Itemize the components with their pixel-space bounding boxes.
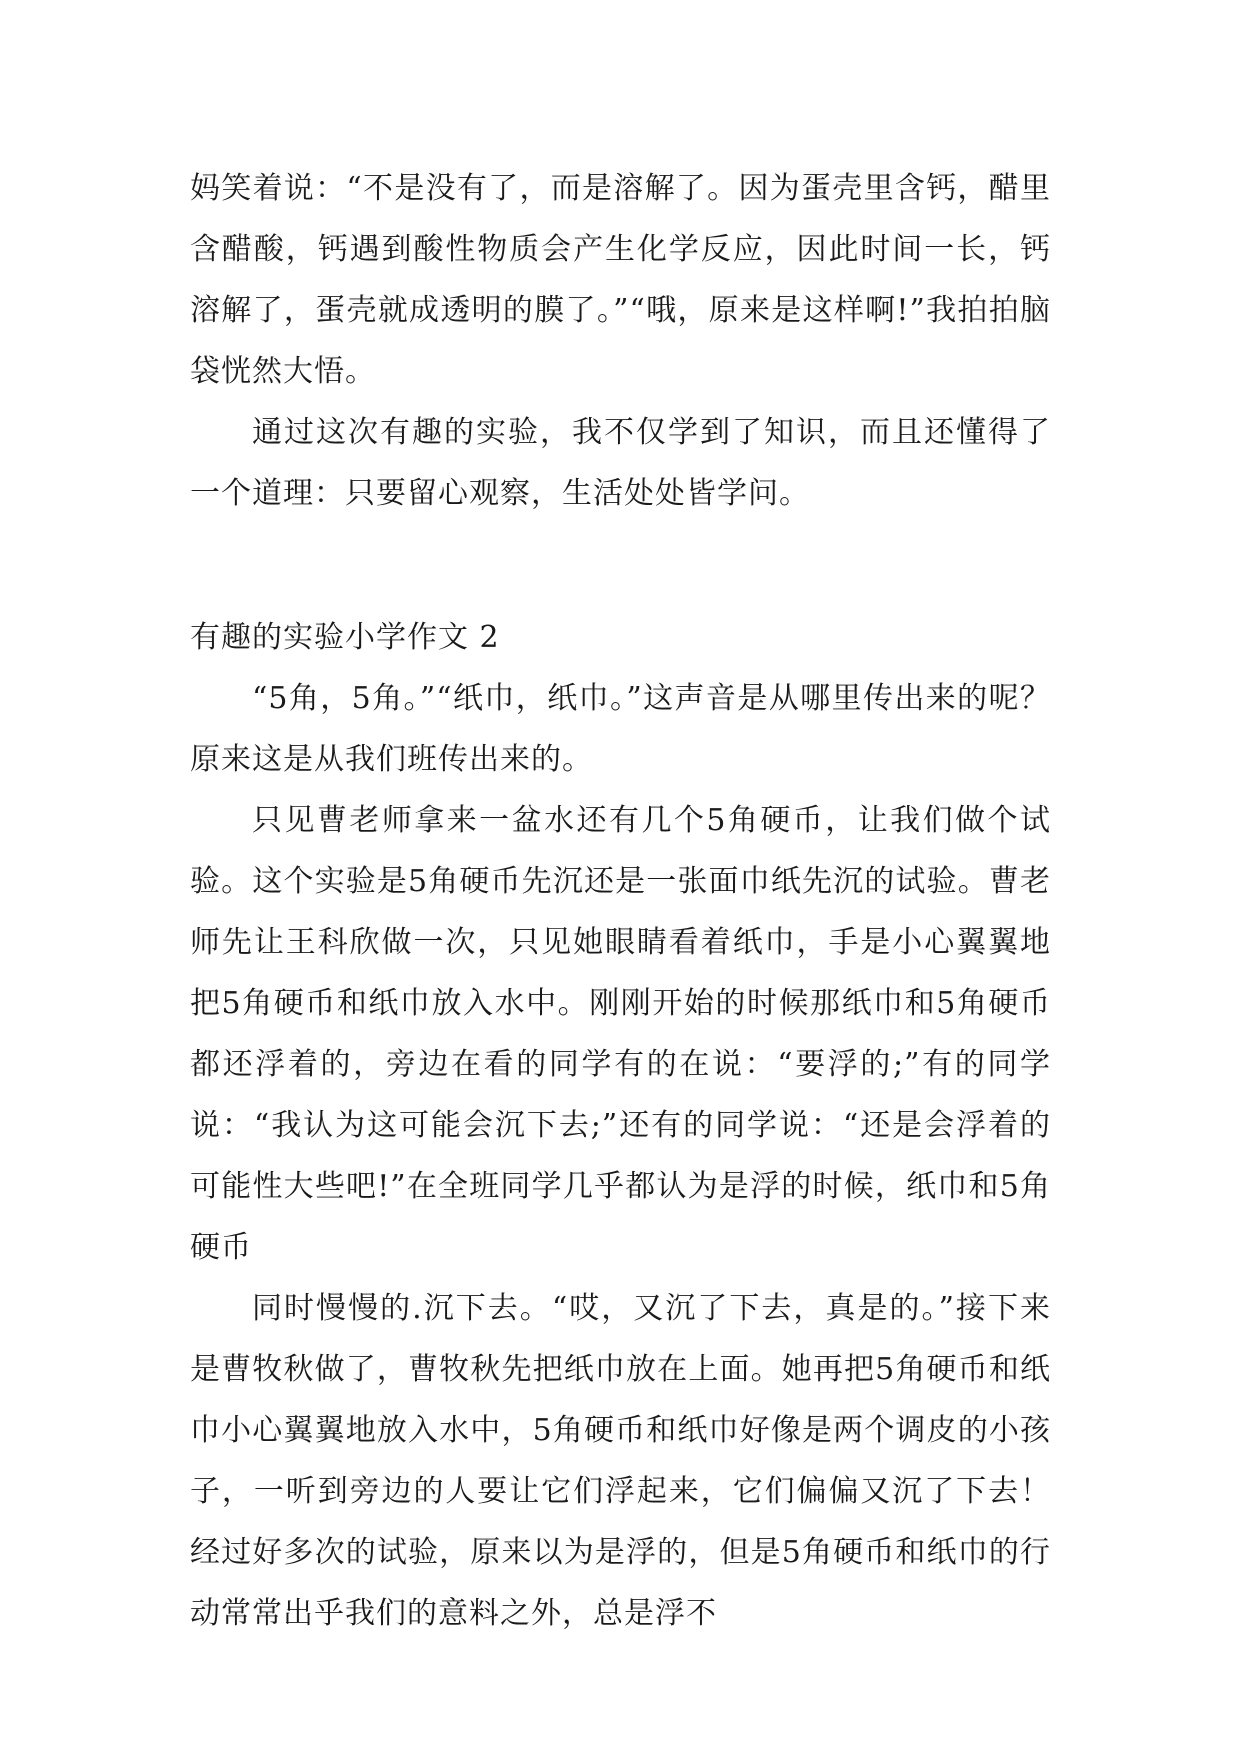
paragraph-conclusion: 通过这次有趣的实验，我不仅学到了知识，而且还懂得了一个道理：只要留心观察，生活处处皆学问。 <box>190 415 1051 511</box>
paragraph-experiment-2: 同时慢慢的.沉下去。“哎，又沉了下去，真是的。”接下来是曹牧秋做了，曹牧秋先把纸巾放在上面。她再把5角硬币和纸巾小心翼翼地放入水中，5角硬币和纸巾好像是两个调皮的小孩子，一听到旁边的人要让它们浮起来，它们偏偏又沉了下去！经过好多次的试验，原来以为是浮的，但是5角硬币和纸巾的行动常常出乎我们的意料之外，总是浮不 <box>190 1291 1051 1631</box>
paragraph-intro: “5角，5角。”“纸巾，纸巾。”这声音是从哪里传出来的呢？原来这是从我们班传出来的。 <box>190 681 1051 777</box>
paragraph-continued: 妈笑着说：“不是没有了，而是溶解了。因为蛋壳里含钙，醋里含醋酸，钙遇到酸性物质会产生化学反应，因此时间一长，钙溶解了，蛋壳就成透明的膜了。”“哦，原来是这样啊!”我拍拍脑袋恍然大悟。 <box>190 171 1051 389</box>
paragraph-experiment-1: 只见曹老师拿来一盆水还有几个5角硬币，让我们做个试验。这个实验是5角硬币先沉还是一张面巾纸先沉的试验。曹老师先让王科欣做一次，只见她眼睛看着纸巾，手是小心翼翼地把5角硬币和纸巾放入水中。刚刚开始的时候那纸巾和5角硬币都还浮着的，旁边在看的同学有的在说：“要浮的;”有的同学说：“我认为这可能会沉下去;”还有的同学说：“还是会浮着的可能性大些吧!”在全班同学几乎都认为是浮的时候，纸巾和5角硬币 <box>190 803 1051 1265</box>
document-page <box>190 158 1051 1644</box>
section-title: 有趣的实验小学作文 2 <box>190 620 500 655</box>
section-spacer <box>190 524 1051 607</box>
